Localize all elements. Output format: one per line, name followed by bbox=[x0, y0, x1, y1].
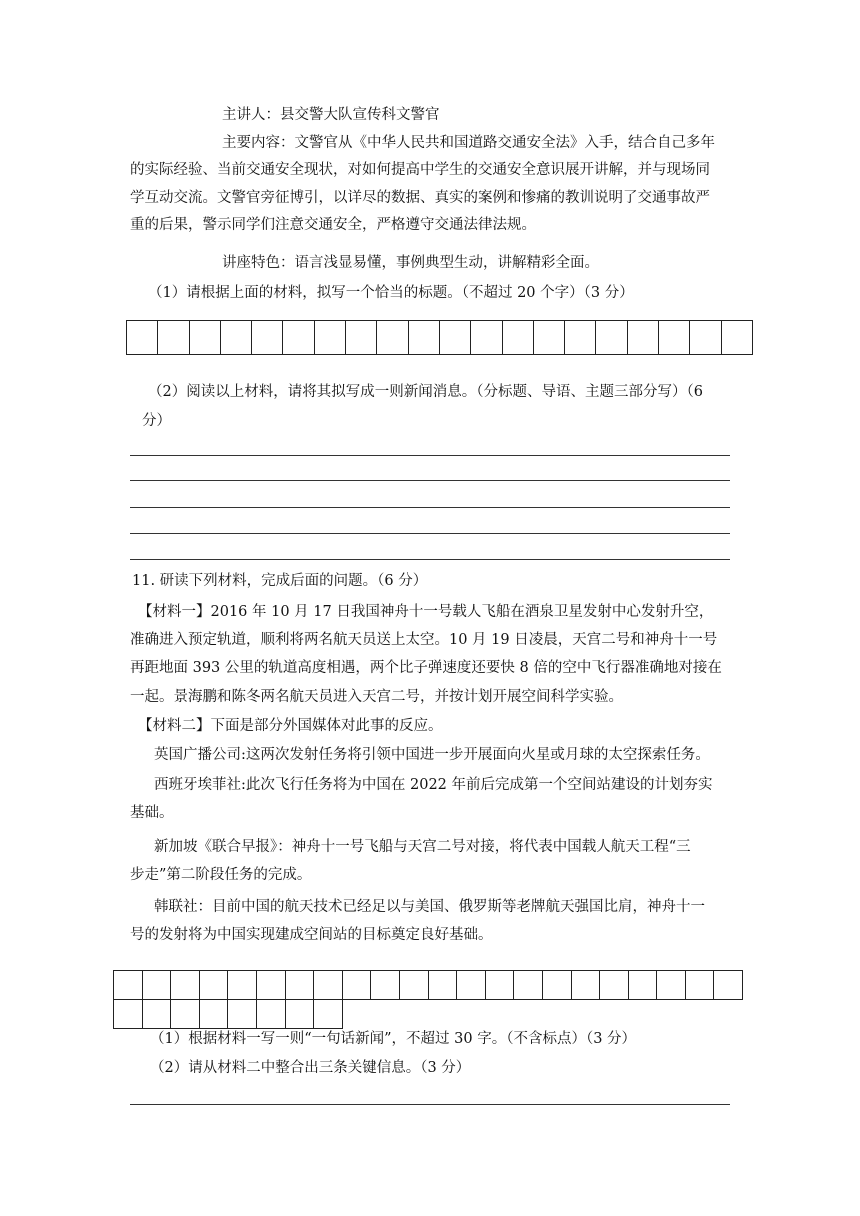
answer-cell[interactable] bbox=[313, 999, 343, 1029]
answer-cell[interactable] bbox=[220, 320, 252, 355]
answer-cell[interactable] bbox=[689, 320, 721, 355]
answer-cell[interactable] bbox=[439, 320, 471, 355]
answer-cell[interactable] bbox=[285, 999, 315, 1029]
answer-line[interactable] bbox=[130, 455, 730, 456]
material-1-line-4: 一起。景海鹏和陈冬两名航天员进入天宫二号，并按计划开展空间科学实验。 bbox=[130, 689, 623, 705]
content-line-1: 主要内容：文警官从《中华人民共和国道路交通安全法》入手，结合自己多年 bbox=[222, 135, 715, 151]
answer-cell[interactable] bbox=[157, 320, 189, 355]
answer-cell[interactable] bbox=[256, 970, 286, 1000]
answer-cell[interactable] bbox=[142, 970, 172, 1000]
zaobao-line-1: 新加坡《联合早报》：神舟十一号飞船与天宫二号对接，将代表中国载人航天工程“三 bbox=[154, 839, 691, 855]
title-answer-grid[interactable] bbox=[126, 320, 753, 355]
answer-cell[interactable] bbox=[256, 999, 286, 1029]
yonhap-line-1: 韩联社：目前中国的航天技术已经足以与美国、俄罗斯等老牌航天强国比肩，神舟十一 bbox=[154, 899, 705, 915]
answer-cell[interactable] bbox=[470, 320, 502, 355]
answer-cell[interactable] bbox=[113, 970, 143, 1000]
answer-cell[interactable] bbox=[428, 970, 458, 1000]
question-1: （1）请根据上面的材料，拟写一个恰当的标题。（不超过 20 个字）（3 分） bbox=[148, 285, 634, 301]
q11-question-2: （2）请从材料二中整合出三条关键信息。（3 分） bbox=[150, 1060, 471, 1076]
answer-cell[interactable] bbox=[685, 970, 715, 1000]
answer-cell[interactable] bbox=[595, 320, 627, 355]
answer-cell[interactable] bbox=[285, 970, 315, 1000]
content-line-4: 重的后果，警示同学们注意交通安全，严格遵守交通法律法规。 bbox=[130, 217, 536, 233]
answer-line[interactable] bbox=[130, 507, 730, 508]
answer-cell[interactable] bbox=[502, 320, 534, 355]
answer-cell[interactable] bbox=[370, 970, 400, 1000]
answer-cell[interactable] bbox=[485, 970, 515, 1000]
answer-cell[interactable] bbox=[342, 970, 372, 1000]
bbc-line: 英国广播公司:这两次发射任务将引领中国进一步开展面向火星或月球的太空探索任务。 bbox=[154, 747, 710, 763]
answer-cell[interactable] bbox=[170, 999, 200, 1029]
answer-cell[interactable] bbox=[126, 320, 158, 355]
question-2-line-1: （2）阅读以上材料，请将其拟写成一则新闻消息。（分标题、导语、主题三部分写）（6 bbox=[148, 384, 703, 400]
yonhap-line-2: 号的发射将为中国实现建成空间站的目标奠定良好基础。 bbox=[130, 927, 493, 943]
feature-line: 讲座特色：语言浅显易懂，事例典型生动，讲解精彩全面。 bbox=[222, 255, 599, 271]
answer-cell[interactable] bbox=[658, 320, 690, 355]
q11-question-1: （1）根据材料一写一则“一句话新闻”，不超过 30 字。（不含标点）（3 分） bbox=[150, 1031, 637, 1047]
answer-cell[interactable] bbox=[721, 320, 753, 355]
answer-cell[interactable] bbox=[376, 320, 408, 355]
answer-cell[interactable] bbox=[251, 320, 283, 355]
zaobao-line-2: 步走”第二阶段任务的完成。 bbox=[130, 867, 312, 883]
content-line-2: 的实际经验、当前交通安全现状，对如何提高中学生的交通安全意识展开讲解，并与现场同 bbox=[130, 162, 710, 178]
answer-cell[interactable] bbox=[533, 320, 565, 355]
answer-cell[interactable] bbox=[542, 970, 572, 1000]
answer-cell[interactable] bbox=[314, 320, 346, 355]
material-1-line-1: 【材料一】2016 年 10 月 17 日我国神舟十一号载人飞船在酒泉卫星发射中心发射升空， bbox=[138, 604, 714, 620]
material-2-intro: 【材料二】下面是部分外国媒体对此事的反应。 bbox=[138, 718, 443, 734]
efe-line-2: 基础。 bbox=[130, 805, 174, 821]
answer-cell[interactable] bbox=[628, 970, 658, 1000]
question-2-line-2: 分） bbox=[142, 413, 171, 429]
answer-cell[interactable] bbox=[282, 320, 314, 355]
content-line-3: 学互动交流。文警官旁征博引，以详尽的数据、真实的案例和惨痛的教训说明了交通事故严 bbox=[130, 190, 710, 206]
answer-cell[interactable] bbox=[199, 999, 229, 1029]
answer-cell[interactable] bbox=[227, 999, 257, 1029]
answer-cell[interactable] bbox=[227, 970, 257, 1000]
answer-cell[interactable] bbox=[199, 970, 229, 1000]
q11-heading: 11. 研读下列材料，完成后面的问题。（6 分） bbox=[132, 573, 428, 589]
answer-cell[interactable] bbox=[571, 970, 601, 1000]
speaker-line: 主讲人：县交警大队宣传科文警官 bbox=[222, 107, 440, 123]
efe-line-1: 西班牙埃菲社:此次飞行任务将为中国在 2022 年前后完成第一个空间站建设的计划夯实 bbox=[154, 777, 713, 793]
answer-line[interactable] bbox=[130, 533, 730, 534]
answer-cell[interactable] bbox=[113, 999, 143, 1029]
answer-cell[interactable] bbox=[170, 970, 200, 1000]
answer-line[interactable] bbox=[130, 559, 730, 560]
material-1-line-3: 再距地面 393 公里的轨道高度相遇，两个比子弹速度还要快 8 倍的空中飞行器准确地对接在 bbox=[130, 660, 722, 676]
news-answer-grid-row-2[interactable] bbox=[113, 999, 343, 1029]
material-1-line-2: 准确进入预定轨道，顺利将两名航天员送上太空。10 月 19 日凌晨，天宫二号和神舟十一号 bbox=[130, 632, 718, 648]
answer-cell[interactable] bbox=[599, 970, 629, 1000]
answer-cell[interactable] bbox=[564, 320, 596, 355]
answer-cell[interactable] bbox=[189, 320, 221, 355]
answer-cell[interactable] bbox=[345, 320, 377, 355]
news-answer-grid-row-1[interactable] bbox=[113, 970, 743, 1000]
answer-cell[interactable] bbox=[313, 970, 343, 1000]
answer-cell[interactable] bbox=[627, 320, 659, 355]
answer-cell[interactable] bbox=[713, 970, 743, 1000]
answer-cell[interactable] bbox=[408, 320, 440, 355]
answer-cell[interactable] bbox=[513, 970, 543, 1000]
answer-line[interactable] bbox=[130, 1104, 730, 1105]
answer-line[interactable] bbox=[130, 480, 730, 481]
answer-cell[interactable] bbox=[399, 970, 429, 1000]
answer-cell[interactable] bbox=[142, 999, 172, 1029]
answer-cell[interactable] bbox=[656, 970, 686, 1000]
answer-cell[interactable] bbox=[456, 970, 486, 1000]
